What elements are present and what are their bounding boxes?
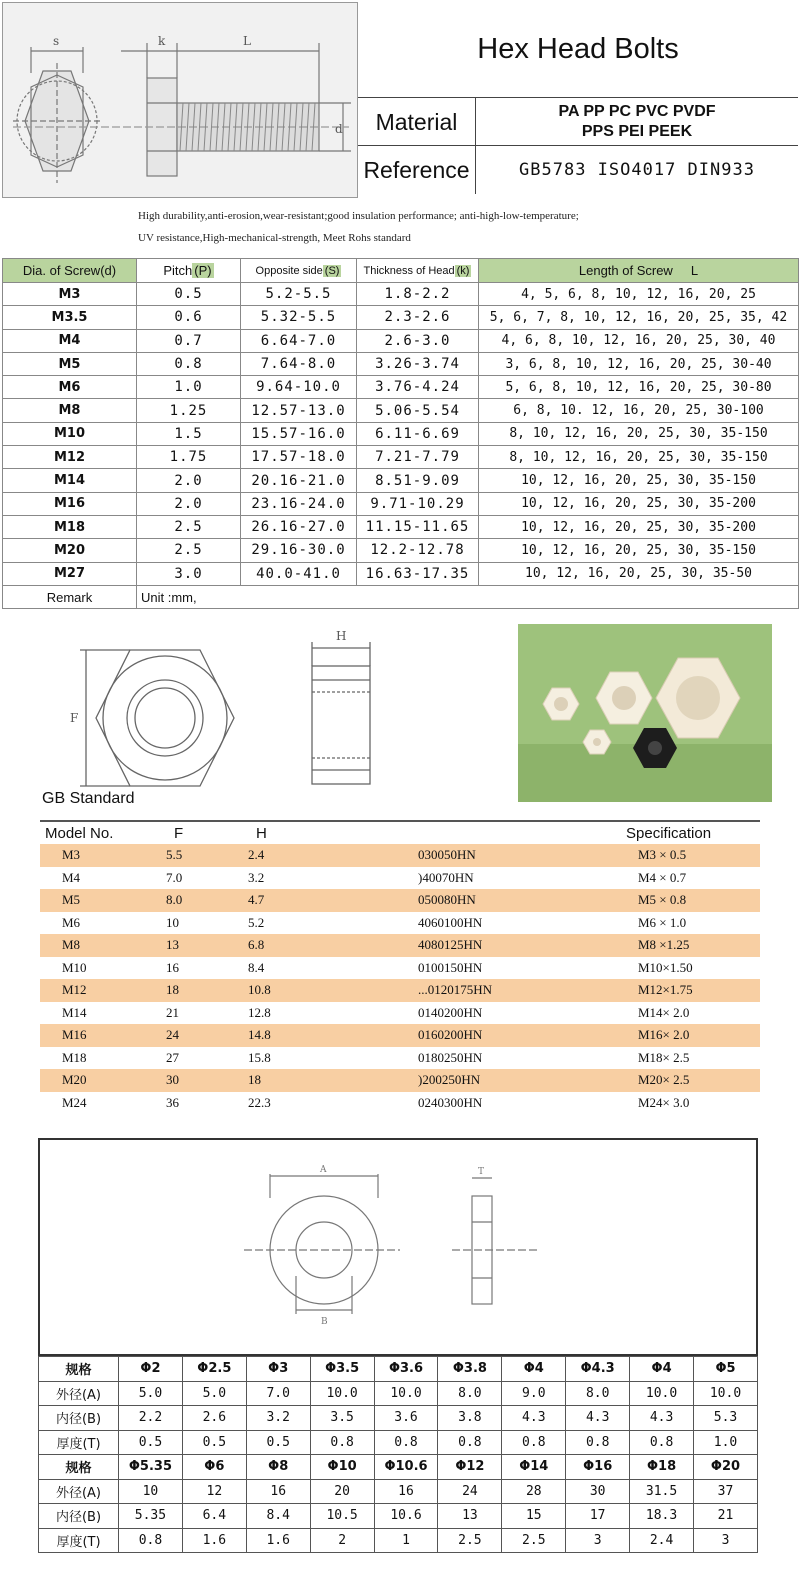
washer-outer-cell: 16 — [246, 1479, 310, 1504]
dim-l-label: L — [243, 34, 251, 48]
nut-header-spec: Specification — [626, 825, 712, 842]
bolt-pitch-cell: 3.0 — [137, 562, 241, 585]
washer-inner-cell: 5.3 — [694, 1406, 758, 1431]
table-row — [39, 1504, 758, 1529]
dim-f-label: F — [70, 711, 79, 725]
bolt-thickness-cell: 8.51-9.09 — [357, 469, 479, 492]
washer-outer-cell: 16 — [374, 1479, 438, 1504]
table-row — [39, 1406, 758, 1431]
bolt-pitch-cell: 1.75 — [137, 446, 241, 469]
washer-inner-label: 内径(B) — [39, 1504, 119, 1529]
table-row — [3, 399, 799, 422]
table-row — [3, 329, 799, 352]
nut-table — [40, 844, 760, 1114]
washer-outer-cell: 10.0 — [310, 1381, 374, 1406]
bolt-opposite-cell: 26.16-27.0 — [241, 515, 357, 538]
bolt-header-grid — [358, 2, 798, 198]
washer-spec-cell: Φ4.3 — [566, 1357, 630, 1382]
washer-spec-cell: Φ4 — [630, 1357, 694, 1382]
washer-thick-cell: 1.6 — [246, 1528, 310, 1553]
bolt-length-cell: 5, 6, 7, 8, 10, 12, 16, 20, 25, 35, 42 — [479, 306, 799, 329]
washer-thick-cell: 2.5 — [502, 1528, 566, 1553]
bolt-dia-cell: M20 — [3, 539, 137, 562]
washer-inner-cell: 13 — [438, 1504, 502, 1529]
material-value-line2: PPS PEI PEEK — [581, 123, 693, 140]
table-row — [3, 446, 799, 469]
nut-code-cell: 050080HN — [418, 892, 476, 907]
nut-model-cell: M10 — [62, 959, 87, 975]
bolt-length-cell: 6, 8, 10. 12, 16, 20, 25, 30-100 — [479, 399, 799, 422]
nut-spec-cell: M14× 2.0 — [638, 1004, 690, 1020]
bolt-spec-table — [2, 258, 799, 609]
nut-code-cell: 0160200HN — [418, 1027, 483, 1042]
nut-code-cell: 0140200HN — [418, 1004, 483, 1020]
bolt-thickness-cell: 16.63-17.35 — [357, 562, 479, 585]
nut-table-header — [40, 820, 760, 844]
washer-thick-cell: 3 — [694, 1528, 758, 1553]
washer-inner-cell: 10.6 — [374, 1504, 438, 1529]
table-row — [40, 1069, 760, 1092]
washer-thick-cell: 1 — [374, 1528, 438, 1553]
washer-outer-cell: 9.0 — [502, 1381, 566, 1406]
washer-outer-cell: 31.5 — [630, 1479, 694, 1504]
nut-model-cell: M8 — [62, 937, 81, 952]
bolt-opposite-cell: 5.32-5.5 — [241, 306, 357, 329]
table-row — [40, 1002, 760, 1025]
material-value — [476, 98, 798, 146]
nut-code-cell: 4060100HN — [418, 914, 483, 930]
bolt-dia-cell: M16 — [3, 492, 137, 515]
nut-code-cell: 4080125HN — [418, 937, 483, 952]
nut-code-cell: 0100150HN — [418, 959, 483, 975]
bolt-pitch-cell: 0.7 — [137, 329, 241, 352]
washer-spec-cell: Φ20 — [694, 1455, 758, 1480]
bolt-thickness-cell: 12.2-12.78 — [357, 539, 479, 562]
bolt-opposite-cell: 20.16-21.0 — [241, 469, 357, 492]
washer-outer-cell: 5.0 — [119, 1381, 183, 1406]
washer-spec-cell: Φ5.35 — [119, 1455, 183, 1480]
table-row — [40, 867, 760, 890]
nut-h-cell: 6.8 — [248, 937, 265, 952]
bolt-dia-cell: M12 — [3, 446, 137, 469]
gb-standard-label: GB Standard — [42, 790, 135, 807]
bolt-dia-cell: M3.5 — [3, 306, 137, 329]
nut-h-cell: 5.2 — [248, 914, 265, 930]
nut-header-model: Model No. — [45, 825, 114, 842]
bolt-drawing-icon — [3, 3, 359, 199]
nut-h-cell: 10.8 — [248, 982, 271, 997]
nut-f-cell: 27 — [166, 1049, 179, 1065]
table-row — [3, 352, 799, 375]
bolt-dia-cell: M18 — [3, 515, 137, 538]
washer-thick-cell: 0.8 — [374, 1430, 438, 1455]
washer-thick-label: 厚度(T) — [39, 1430, 119, 1455]
col-header-thickness: Thickness of Head (k) — [357, 259, 479, 283]
washer-outer-cell: 10.0 — [374, 1381, 438, 1406]
nut-f-cell: 18 — [166, 982, 179, 997]
bolt-thickness-cell: 7.21-7.79 — [357, 446, 479, 469]
nut-code-cell: )40070HN — [418, 869, 474, 885]
washer-spec-label: 规格 — [39, 1455, 119, 1480]
bolt-dia-cell: M27 — [3, 562, 137, 585]
bolt-description — [138, 205, 798, 255]
remark-value: Unit :mm, — [137, 585, 799, 608]
material-value-line1: PA PP PC PVC PVDF — [558, 103, 716, 120]
bolt-length-cell: 10, 12, 16, 20, 25, 30, 35-150 — [479, 539, 799, 562]
nut-f-cell: 13 — [166, 937, 179, 952]
table-row — [3, 306, 799, 329]
nut-header-h: H — [256, 825, 267, 842]
bolt-thickness-cell: 6.11-6.69 — [357, 422, 479, 445]
bolt-dia-cell: M8 — [3, 399, 137, 422]
nut-spec-cell: M20× 2.5 — [638, 1072, 690, 1087]
washer-inner-cell: 4.3 — [566, 1406, 630, 1431]
washer-outer-cell: 8.0 — [566, 1381, 630, 1406]
nut-f-cell: 24 — [166, 1027, 179, 1042]
nut-section — [0, 612, 800, 1132]
reference-value: GB5783 ISO4017 DIN933 — [519, 160, 755, 180]
table-row — [40, 1047, 760, 1070]
bolt-length-cell: 10, 12, 16, 20, 25, 30, 35-200 — [479, 492, 799, 515]
bolt-pitch-cell: 2.0 — [137, 492, 241, 515]
washer-outer-cell: 37 — [694, 1479, 758, 1504]
nut-spec-cell: M3 × 0.5 — [638, 847, 687, 862]
material-row — [358, 98, 798, 146]
hex-nut-drawing-icon — [60, 622, 390, 792]
table-row — [3, 562, 799, 585]
washer-drawing-frame — [38, 1138, 758, 1356]
nut-h-cell: 15.8 — [248, 1049, 271, 1065]
washer-thick-cell: 2.5 — [438, 1528, 502, 1553]
nut-model-cell: M6 — [62, 914, 81, 930]
nut-f-cell: 16 — [166, 959, 179, 975]
washer-thick-cell: 1.6 — [182, 1528, 246, 1553]
col-header-dia: Dia. of Screw(d) — [3, 259, 137, 283]
col-header-length: Length of Screw L — [479, 259, 799, 283]
nut-model-cell: M18 — [62, 1049, 87, 1065]
table-row — [39, 1479, 758, 1504]
washer-thick-cell: 0.8 — [502, 1430, 566, 1455]
washer-thick-cell: 2.4 — [630, 1528, 694, 1553]
bolt-length-cell: 3, 6, 8, 10, 12, 16, 20, 25, 30-40 — [479, 352, 799, 375]
washer-outer-cell: 8.0 — [438, 1381, 502, 1406]
washer-thick-cell: 3 — [566, 1528, 630, 1553]
bolt-length-cell: 4, 6, 8, 10, 12, 16, 20, 25, 30, 40 — [479, 329, 799, 352]
bolt-thickness-cell: 11.15-11.65 — [357, 515, 479, 538]
table-row — [39, 1430, 758, 1455]
nut-spec-cell: M18× 2.5 — [638, 1049, 690, 1065]
nut-code-cell: 0240300HN — [418, 1094, 483, 1110]
washer-outer-cell: 30 — [566, 1479, 630, 1504]
washer-inner-cell: 3.5 — [310, 1406, 374, 1431]
washer-inner-cell: 6.4 — [182, 1504, 246, 1529]
washer-outer-cell: 10.0 — [630, 1381, 694, 1406]
washer-spec-cell: Φ10 — [310, 1455, 374, 1480]
washer-inner-label: 内径(B) — [39, 1406, 119, 1431]
washer-spec-cell: Φ2 — [119, 1357, 183, 1382]
bolt-opposite-cell: 29.16-30.0 — [241, 539, 357, 562]
bolt-length-cell: 10, 12, 16, 20, 25, 30, 35-50 — [479, 562, 799, 585]
bolt-dia-cell: M14 — [3, 469, 137, 492]
bolt-opposite-cell: 23.16-24.0 — [241, 492, 357, 515]
nut-code-cell: )200250HN — [418, 1072, 481, 1087]
bolt-opposite-cell: 7.64-8.0 — [241, 352, 357, 375]
nut-h-cell: 18 — [248, 1072, 261, 1087]
washer-spec-cell: Φ18 — [630, 1455, 694, 1480]
nylon-nuts-photo-icon — [518, 624, 772, 802]
washer-outer-cell: 28 — [502, 1479, 566, 1504]
bolt-table-header-row — [3, 259, 799, 283]
washer-thick-cell: 2 — [310, 1528, 374, 1553]
nut-h-cell: 14.8 — [248, 1027, 271, 1042]
washer-spec-cell: Φ3.5 — [310, 1357, 374, 1382]
washer-section — [0, 1132, 800, 1585]
reference-row — [358, 146, 798, 194]
washer-outer-label: 外径(A) — [39, 1381, 119, 1406]
table-row — [40, 889, 760, 912]
washer-outer-label: 外径(A) — [39, 1479, 119, 1504]
washer-spec-cell: Φ3.6 — [374, 1357, 438, 1382]
nut-product-photo — [518, 624, 772, 802]
washer-inner-cell: 8.4 — [246, 1504, 310, 1529]
table-row — [40, 844, 760, 867]
remark-label: Remark — [3, 585, 137, 608]
washer-thick-cell: 0.5 — [119, 1430, 183, 1455]
bolt-dia-cell: M10 — [3, 422, 137, 445]
nut-code-cell: ...0120175HN — [418, 982, 493, 997]
nut-f-cell: 8.0 — [166, 892, 183, 907]
washer-spec-cell: Φ12 — [438, 1455, 502, 1480]
nut-spec-cell: M24× 3.0 — [638, 1094, 690, 1110]
material-label: Material — [358, 98, 476, 146]
col-header-pitch: Pitch (P) — [137, 259, 241, 283]
dim-t-label: T — [478, 1167, 485, 1177]
nut-h-cell: 12.8 — [248, 1004, 271, 1020]
nut-spec-cell: M8 ×1.25 — [638, 937, 690, 952]
remark-row — [3, 585, 799, 608]
page-title: Hex Head Bolts — [358, 2, 798, 98]
nut-spec-cell: M4 × 0.7 — [638, 869, 687, 885]
washer-inner-cell: 2.6 — [182, 1406, 246, 1431]
bolt-length-cell: 8, 10, 12, 16, 20, 25, 30, 35-150 — [479, 422, 799, 445]
table-row — [3, 469, 799, 492]
nut-spec-cell: M12×1.75 — [638, 982, 693, 997]
bolt-length-cell: 10, 12, 16, 20, 25, 30, 35-150 — [479, 469, 799, 492]
nut-h-cell: 8.4 — [248, 959, 265, 975]
reference-label: Reference — [358, 146, 476, 194]
bolt-opposite-cell: 9.64-10.0 — [241, 376, 357, 399]
bolt-opposite-cell: 6.64-7.0 — [241, 329, 357, 352]
table-row — [40, 979, 760, 1002]
nut-model-cell: M24 — [62, 1094, 87, 1110]
washer-thick-cell: 0.8 — [630, 1430, 694, 1455]
dim-b-label: B — [321, 1317, 328, 1327]
washer-outer-cell: 20 — [310, 1479, 374, 1504]
bolt-pitch-cell: 1.25 — [137, 399, 241, 422]
bolt-dia-cell: M5 — [3, 352, 137, 375]
washer-outer-cell: 10.0 — [694, 1381, 758, 1406]
washer-thick-cell: 0.8 — [310, 1430, 374, 1455]
washer-inner-cell: 3.8 — [438, 1406, 502, 1431]
dim-h-label: H — [336, 629, 347, 643]
bolt-technical-drawing — [2, 2, 358, 198]
washer-spec-cell: Φ5 — [694, 1357, 758, 1382]
table-row — [40, 934, 760, 957]
washer-inner-cell: 4.3 — [502, 1406, 566, 1431]
nut-f-cell: 5.5 — [166, 847, 183, 862]
nut-model-cell: M12 — [62, 982, 87, 997]
table-row — [3, 492, 799, 515]
washer-inner-cell: 2.2 — [119, 1406, 183, 1431]
nut-spec-cell: M5 × 0.8 — [638, 892, 687, 907]
washer-spec-cell: Φ6 — [182, 1455, 246, 1480]
table-row — [40, 1024, 760, 1047]
bolt-thickness-cell: 2.6-3.0 — [357, 329, 479, 352]
bolt-pitch-cell: 1.0 — [137, 376, 241, 399]
washer-inner-cell: 21 — [694, 1504, 758, 1529]
washer-outer-cell: 7.0 — [246, 1381, 310, 1406]
bolt-length-cell: 5, 6, 8, 10, 12, 16, 20, 25, 30-80 — [479, 376, 799, 399]
washer-thick-cell: 0.8 — [566, 1430, 630, 1455]
nut-h-cell: 2.4 — [248, 847, 265, 862]
table-row — [39, 1528, 758, 1553]
nut-h-cell: 4.7 — [248, 892, 265, 907]
bolt-section — [0, 0, 800, 612]
washer-outer-cell: 24 — [438, 1479, 502, 1504]
bolt-pitch-cell: 1.5 — [137, 422, 241, 445]
bolt-pitch-cell: 0.6 — [137, 306, 241, 329]
washer-spec-label: 规格 — [39, 1357, 119, 1382]
bolt-length-cell: 10, 12, 16, 20, 25, 30, 35-200 — [479, 515, 799, 538]
bolt-pitch-cell: 2.5 — [137, 515, 241, 538]
bolt-length-cell: 8, 10, 12, 16, 20, 25, 30, 35-150 — [479, 446, 799, 469]
table-row — [3, 422, 799, 445]
table-row — [3, 515, 799, 538]
table-row — [40, 912, 760, 935]
bolt-opposite-cell: 15.57-16.0 — [241, 422, 357, 445]
nut-f-cell: 21 — [166, 1004, 179, 1020]
nut-model-cell: M5 — [62, 892, 81, 907]
nut-spec-cell: M10×1.50 — [638, 959, 693, 975]
bolt-pitch-cell: 2.5 — [137, 539, 241, 562]
table-row — [39, 1357, 758, 1382]
nut-f-cell: 10 — [166, 914, 179, 930]
description-line1: High durability,anti-erosion,wear-resistant;good insulation performance; anti-high-low-temperature; — [138, 210, 579, 222]
bolt-thickness-cell: 2.3-2.6 — [357, 306, 479, 329]
nut-f-cell: 30 — [166, 1072, 179, 1087]
dim-s-label: s — [53, 34, 60, 48]
washer-drawing-icon — [40, 1140, 756, 1354]
washer-spec-cell: Φ3 — [246, 1357, 310, 1382]
washer-inner-cell: 15 — [502, 1504, 566, 1529]
bolt-dia-cell: M6 — [3, 376, 137, 399]
washer-thick-cell: 0.8 — [438, 1430, 502, 1455]
description-line2: UV resistance,High-mechanical-strength, Meet Rohs standard — [138, 232, 411, 244]
bolt-thickness-cell: 5.06-5.54 — [357, 399, 479, 422]
nut-model-cell: M14 — [62, 1004, 87, 1020]
washer-spec-cell: Φ2.5 — [182, 1357, 246, 1382]
nut-spec-cell: M6 × 1.0 — [638, 914, 687, 930]
washer-spec-cell: Φ8 — [246, 1455, 310, 1480]
washer-inner-cell: 18.3 — [630, 1504, 694, 1529]
bolt-thickness-cell: 1.8-2.2 — [357, 283, 479, 306]
washer-outer-cell: 12 — [182, 1479, 246, 1504]
washer-outer-cell: 10 — [119, 1479, 183, 1504]
bolt-opposite-cell: 40.0-41.0 — [241, 562, 357, 585]
washer-spec-cell: Φ4 — [502, 1357, 566, 1382]
bolt-pitch-cell: 2.0 — [137, 469, 241, 492]
washer-thick-cell: 1.0 — [694, 1430, 758, 1455]
bolt-thickness-cell: 3.26-3.74 — [357, 352, 479, 375]
bolt-thickness-cell: 9.71-10.29 — [357, 492, 479, 515]
dim-k-label: k — [158, 34, 166, 48]
bolt-dia-cell: M3 — [3, 283, 137, 306]
table-row — [3, 283, 799, 306]
bolt-opposite-cell: 5.2-5.5 — [241, 283, 357, 306]
nut-header-f: F — [174, 825, 184, 842]
washer-spec-cell: Φ10.6 — [374, 1455, 438, 1480]
nut-h-cell: 3.2 — [248, 869, 265, 885]
washer-spec-cell: Φ14 — [502, 1455, 566, 1480]
table-row — [3, 376, 799, 399]
washer-thick-label: 厚度(T) — [39, 1528, 119, 1553]
bolt-opposite-cell: 17.57-18.0 — [241, 446, 357, 469]
bolt-dia-cell: M4 — [3, 329, 137, 352]
nut-f-cell: 36 — [166, 1094, 179, 1110]
nut-model-cell: M16 — [62, 1027, 87, 1042]
col-header-opposite: Opposite side (S) — [241, 259, 357, 283]
washer-outer-cell: 5.0 — [182, 1381, 246, 1406]
washer-inner-cell: 4.3 — [630, 1406, 694, 1431]
bolt-length-cell: 4, 5, 6, 8, 10, 12, 16, 20, 25 — [479, 283, 799, 306]
nut-spec-cell: M16× 2.0 — [638, 1027, 690, 1042]
bolt-pitch-cell: 0.5 — [137, 283, 241, 306]
bolt-thickness-cell: 3.76-4.24 — [357, 376, 479, 399]
washer-inner-cell: 10.5 — [310, 1504, 374, 1529]
nut-f-cell: 7.0 — [166, 869, 183, 885]
nut-model-cell: M4 — [62, 869, 81, 885]
dim-d-label: d — [335, 122, 343, 136]
dim-a-label: A — [320, 1165, 327, 1175]
nut-code-cell: 030050HN — [418, 847, 476, 862]
nut-model-cell: M3 — [62, 847, 81, 862]
nut-h-cell: 22.3 — [248, 1094, 271, 1110]
washer-inner-cell: 3.2 — [246, 1406, 310, 1431]
bolt-pitch-cell: 0.8 — [137, 352, 241, 375]
washer-thick-cell: 0.5 — [246, 1430, 310, 1455]
table-row — [3, 539, 799, 562]
washer-inner-cell: 5.35 — [119, 1504, 183, 1529]
table-row — [39, 1381, 758, 1406]
bolt-opposite-cell: 12.57-13.0 — [241, 399, 357, 422]
nut-code-cell: 0180250HN — [418, 1049, 483, 1065]
washer-spec-cell: Φ3.8 — [438, 1357, 502, 1382]
washer-inner-cell: 17 — [566, 1504, 630, 1529]
table-row — [40, 957, 760, 980]
washer-spec-table — [38, 1356, 758, 1553]
washer-spec-cell: Φ16 — [566, 1455, 630, 1480]
washer-thick-cell: 0.8 — [119, 1528, 183, 1553]
nut-model-cell: M20 — [62, 1072, 87, 1087]
washer-thick-cell: 0.5 — [182, 1430, 246, 1455]
table-row — [39, 1455, 758, 1480]
washer-inner-cell: 3.6 — [374, 1406, 438, 1431]
table-row — [40, 1092, 760, 1115]
